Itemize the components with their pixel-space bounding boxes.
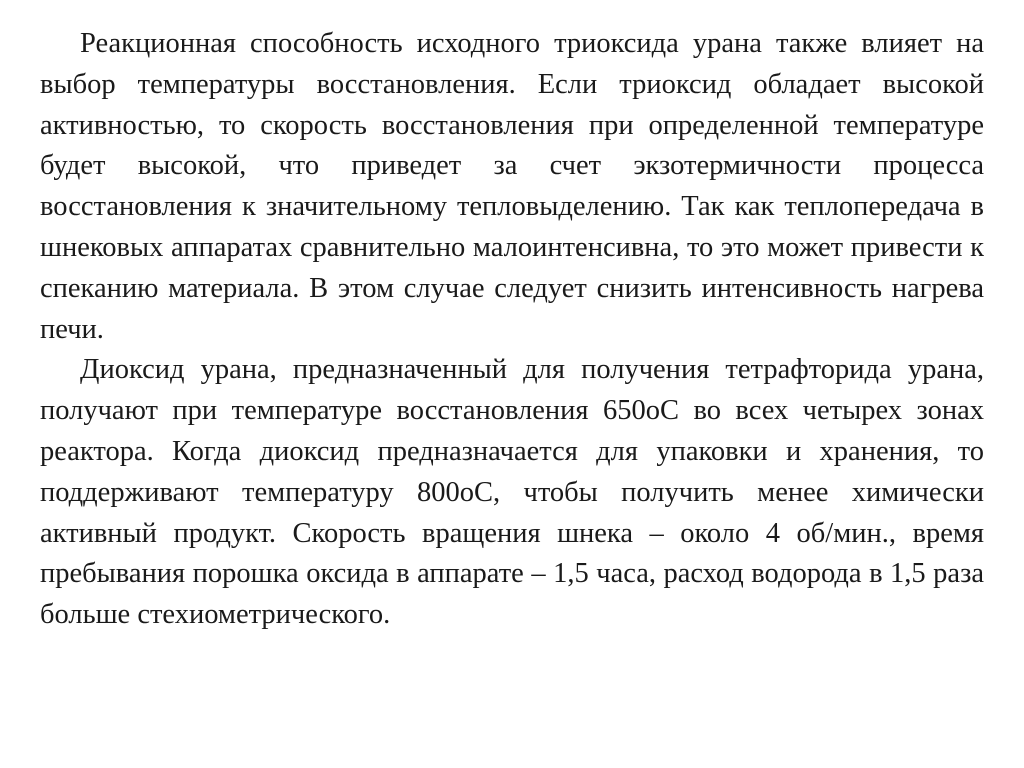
paragraph-uranium-trioxide-reactivity: Реакционная способность исходного триоксида урана также влияет на выбор температуры восстановления. Если триоксид обладает высокой активностью, то скорость восстановления при определенной температуре будет высокой, что приведет за счет экзотермичности процесса восстановления к значительному тепловыделению. Так как теплопередача в шнековых аппаратах сравнительно малоинтенсивна, то это может привести к спеканию материала. В этом случае следует снизить интенсивность нагрева печи.	[40, 28, 984, 345]
paragraph-uranium-dioxide-conditions: Диоксид урана, предназначенный для получения тетрафторида урана, получают при температуре восстановления 650oC во всех четырех зонах реактора. Когда диоксид предназначается для упаковки и хранения, то поддерживают температуру 800oC, чтобы получить менее химически активный продукт. Скорость вращения шнека – около 4 об/мин., время пребывания порошка оксида в аппарате – 1,5 часа, расход водорода в 1,5 раза больше стехиометрического.	[40, 354, 984, 631]
document-body	[40, 24, 984, 636]
